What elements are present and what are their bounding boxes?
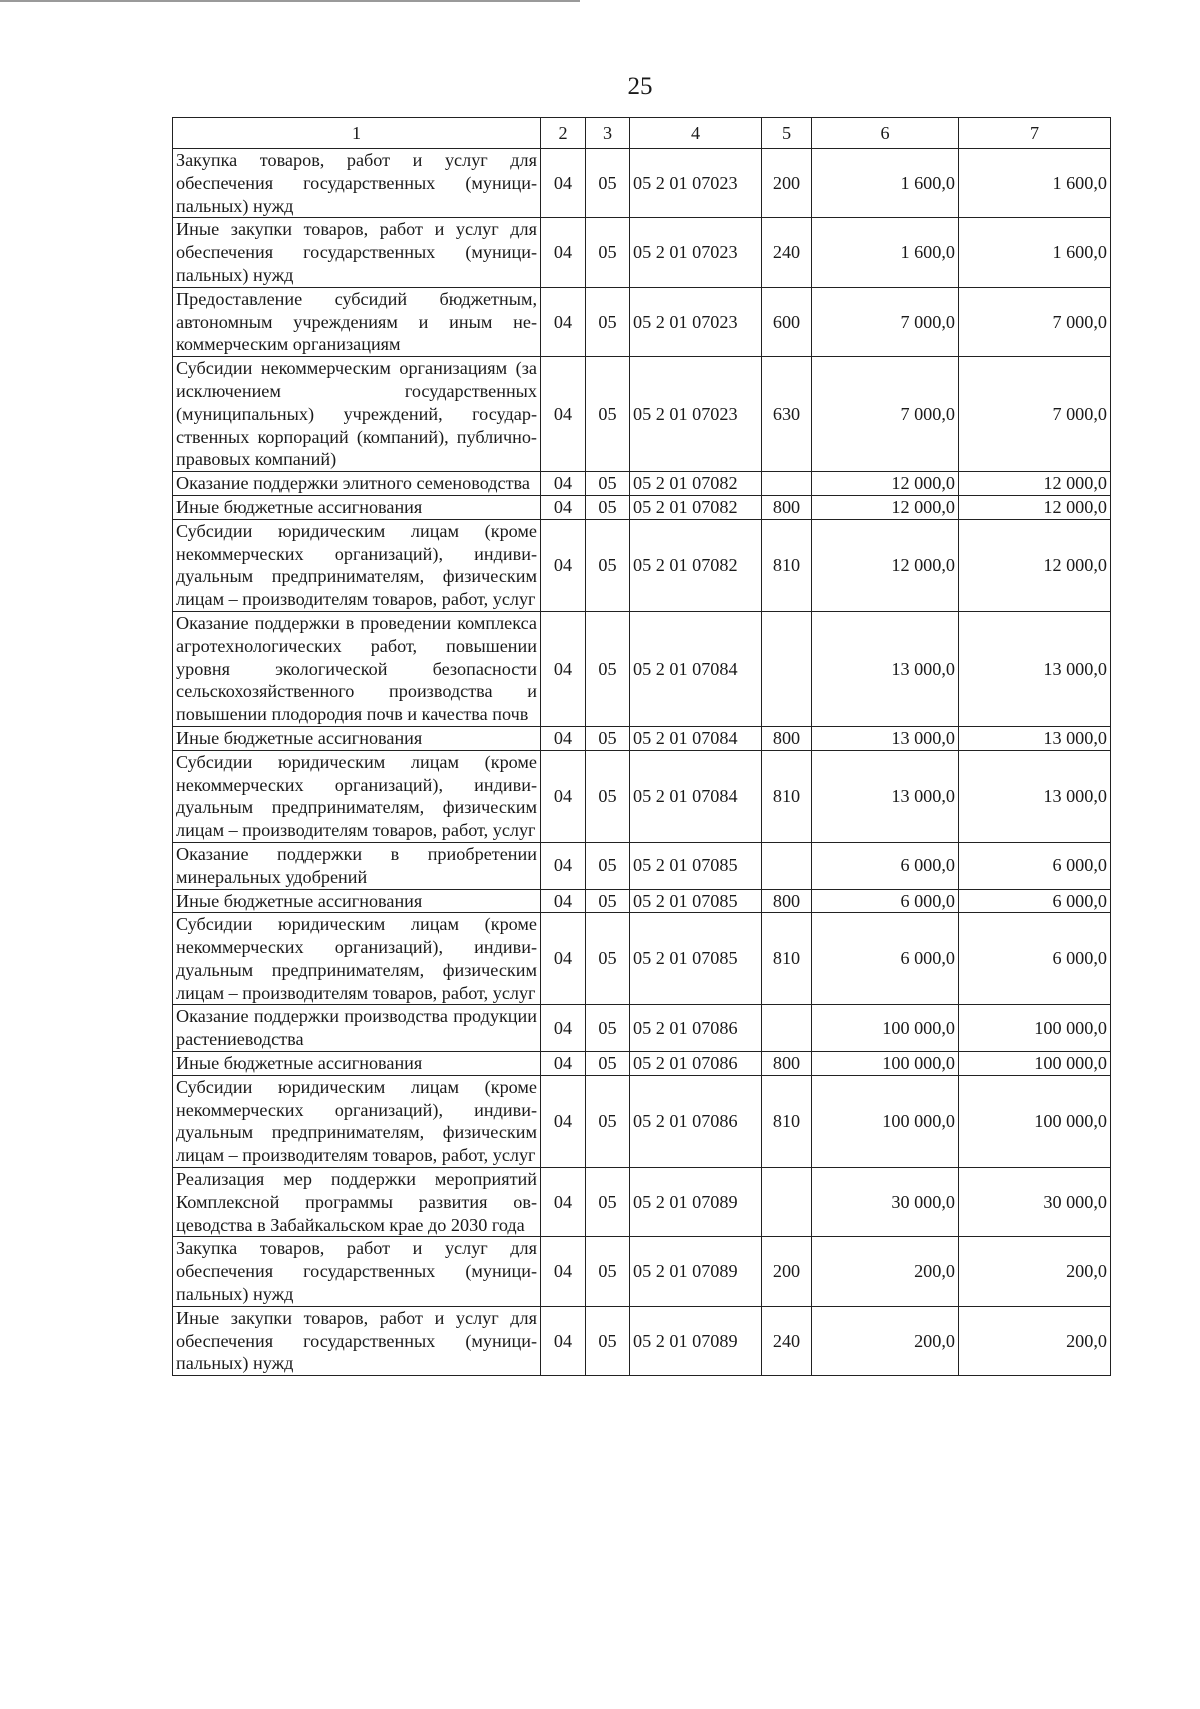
expense-type-cell: [762, 842, 812, 889]
header-row: [173, 118, 1111, 149]
row-name-cell: Оказание поддержки в проведении комплекса агротехнологических работ, повышении уровня экологической безопасности сельскохозяйственного производства и повышении плодородия почв и качества почв: [173, 611, 541, 726]
target-article-cell: 05 2 01 07023: [630, 218, 762, 287]
amount-cell: 1 600,0: [812, 218, 959, 287]
amount-cell: 100 000,0: [812, 1005, 959, 1052]
amount-cell: 30 000,0: [812, 1168, 959, 1237]
target-article-cell: 05 2 01 07082: [630, 472, 762, 496]
table-row: [173, 889, 1111, 913]
table-row: [173, 218, 1111, 287]
column-header: 1: [173, 118, 541, 149]
amount-cell: 13 000,0: [812, 750, 959, 842]
amount-cell: 100 000,0: [812, 1052, 959, 1076]
amount-cell: 7 000,0: [812, 287, 959, 356]
row-name-cell: Иные бюджетные ассигнования: [173, 495, 541, 519]
row-name-cell: Субсидии некоммерческим организациям (за исключением государственных (муниципальных) учреждений, государственных корпораций (компаний), публично-правовых компаний): [173, 357, 541, 472]
expense-type-cell: 800: [762, 1052, 812, 1076]
amount-cell: 200,0: [812, 1306, 959, 1375]
amount-cell: 100 000,0: [959, 1075, 1111, 1167]
amount-cell: 1 600,0: [959, 218, 1111, 287]
table-row: [173, 1237, 1111, 1306]
expense-type-cell: [762, 472, 812, 496]
column-header: 3: [586, 118, 630, 149]
table-row: [173, 287, 1111, 356]
target-article-cell: 05 2 01 07084: [630, 726, 762, 750]
row-name-cell: Иные закупки товаров, работ и услуг для обеспечения государственных (муниципальных) нужд: [173, 1306, 541, 1375]
amount-cell: 100 000,0: [959, 1052, 1111, 1076]
target-article-cell: 05 2 01 07082: [630, 495, 762, 519]
subsection-code-cell: 05: [586, 1168, 630, 1237]
subsection-code-cell: 05: [586, 913, 630, 1005]
expense-type-cell: 600: [762, 287, 812, 356]
column-header: 2: [541, 118, 586, 149]
column-header: 4: [630, 118, 762, 149]
amount-cell: 7 000,0: [959, 287, 1111, 356]
row-name-cell: Оказание поддержки производства продукции растениеводства: [173, 1005, 541, 1052]
expense-type-cell: 810: [762, 913, 812, 1005]
amount-cell: 7 000,0: [812, 357, 959, 472]
amount-cell: 6 000,0: [812, 913, 959, 1005]
amount-cell: 12 000,0: [812, 495, 959, 519]
amount-cell: 12 000,0: [959, 472, 1111, 496]
subsection-code-cell: 05: [586, 726, 630, 750]
amount-cell: 13 000,0: [959, 611, 1111, 726]
subsection-code-cell: 05: [586, 1237, 630, 1306]
row-name-cell: Субсидии юридическим лицам (кроме некоммерческих организаций), индивидуальным предпринимателям, физическим лицам – производителям товаров, работ, услуг: [173, 519, 541, 611]
subsection-code-cell: 05: [586, 611, 630, 726]
target-article-cell: 05 2 01 07084: [630, 750, 762, 842]
target-article-cell: 05 2 01 07086: [630, 1075, 762, 1167]
subsection-code-cell: 05: [586, 218, 630, 287]
section-code-cell: 04: [541, 357, 586, 472]
section-code-cell: 04: [541, 287, 586, 356]
expense-type-cell: 810: [762, 519, 812, 611]
section-code-cell: 04: [541, 495, 586, 519]
amount-cell: 1 600,0: [812, 149, 959, 218]
section-code-cell: 04: [541, 889, 586, 913]
amount-cell: 12 000,0: [812, 519, 959, 611]
amount-cell: 13 000,0: [959, 726, 1111, 750]
table-row: [173, 495, 1111, 519]
amount-cell: 6 000,0: [812, 842, 959, 889]
row-name-cell: Иные бюджетные ассигнования: [173, 889, 541, 913]
expense-type-cell: 200: [762, 1237, 812, 1306]
row-name-cell: Иные закупки товаров, работ и услуг для обеспечения государственных (муниципальных) нужд: [173, 218, 541, 287]
row-name-cell: Субсидии юридическим лицам (кроме некоммерческих организаций), индивидуальным предпринимателям, физическим лицам – производителям товаров, работ, услуг: [173, 913, 541, 1005]
row-name-cell: Реализация мер поддержки мероприятий Комплексной программы развития овцеводства в Забайкальском крае до 2030 года: [173, 1168, 541, 1237]
amount-cell: 200,0: [812, 1237, 959, 1306]
amount-cell: 13 000,0: [812, 611, 959, 726]
expense-type-cell: 810: [762, 750, 812, 842]
expense-type-cell: 630: [762, 357, 812, 472]
subsection-code-cell: 05: [586, 889, 630, 913]
section-code-cell: 04: [541, 1005, 586, 1052]
amount-cell: 200,0: [959, 1306, 1111, 1375]
amount-cell: 12 000,0: [812, 472, 959, 496]
row-name-cell: Иные бюджетные ассигнования: [173, 726, 541, 750]
section-code-cell: 04: [541, 1306, 586, 1375]
target-article-cell: 05 2 01 07082: [630, 519, 762, 611]
amount-cell: 100 000,0: [812, 1075, 959, 1167]
target-article-cell: 05 2 01 07086: [630, 1005, 762, 1052]
expense-type-cell: 240: [762, 218, 812, 287]
subsection-code-cell: 05: [586, 495, 630, 519]
row-name-cell: Закупка товаров, работ и услуг для обеспечения государственных (муниципальных) нужд: [173, 1237, 541, 1306]
amount-cell: 6 000,0: [959, 913, 1111, 1005]
target-article-cell: 05 2 01 07085: [630, 889, 762, 913]
subsection-code-cell: 05: [586, 1052, 630, 1076]
subsection-code-cell: 05: [586, 1075, 630, 1167]
row-name-cell: Иные бюджетные ассигнования: [173, 1052, 541, 1076]
table-row: [173, 842, 1111, 889]
amount-cell: 30 000,0: [959, 1168, 1111, 1237]
expense-type-cell: 240: [762, 1306, 812, 1375]
section-code-cell: 04: [541, 519, 586, 611]
target-article-cell: 05 2 01 07089: [630, 1306, 762, 1375]
table-header: [173, 118, 1111, 149]
section-code-cell: 04: [541, 750, 586, 842]
expense-type-cell: 800: [762, 726, 812, 750]
expense-type-cell: 800: [762, 889, 812, 913]
table-row: [173, 726, 1111, 750]
expense-type-cell: 200: [762, 149, 812, 218]
row-name-cell: Закупка товаров, работ и услуг для обеспечения государственных (муниципальных) нужд: [173, 149, 541, 218]
expense-type-cell: [762, 1168, 812, 1237]
subsection-code-cell: 05: [586, 149, 630, 218]
table-row: [173, 913, 1111, 1005]
subsection-code-cell: 05: [586, 472, 630, 496]
target-article-cell: 05 2 01 07085: [630, 842, 762, 889]
budget-table: [172, 117, 1111, 1376]
row-name-cell: Оказание поддержки элитного семеноводства: [173, 472, 541, 496]
section-code-cell: 04: [541, 1075, 586, 1167]
scan-edge-line: [0, 0, 580, 2]
subsection-code-cell: 05: [586, 519, 630, 611]
amount-cell: 7 000,0: [959, 357, 1111, 472]
section-code-cell: 04: [541, 611, 586, 726]
table-row: [173, 472, 1111, 496]
table-row: [173, 519, 1111, 611]
subsection-code-cell: 05: [586, 750, 630, 842]
section-code-cell: 04: [541, 1237, 586, 1306]
amount-cell: 6 000,0: [959, 889, 1111, 913]
amount-cell: 1 600,0: [959, 149, 1111, 218]
amount-cell: 100 000,0: [959, 1005, 1111, 1052]
subsection-code-cell: 05: [586, 842, 630, 889]
target-article-cell: 05 2 01 07089: [630, 1168, 762, 1237]
amount-cell: 200,0: [959, 1237, 1111, 1306]
table-row: [173, 1168, 1111, 1237]
target-article-cell: 05 2 01 07023: [630, 357, 762, 472]
expense-type-cell: [762, 611, 812, 726]
target-article-cell: 05 2 01 07023: [630, 149, 762, 218]
amount-cell: 6 000,0: [959, 842, 1111, 889]
table-row: [173, 1306, 1111, 1375]
amount-cell: 13 000,0: [959, 750, 1111, 842]
table-body: [173, 149, 1111, 1376]
row-name-cell: Оказание поддержки в приобретении минеральных удобрений: [173, 842, 541, 889]
table-row: [173, 1075, 1111, 1167]
column-header: 6: [812, 118, 959, 149]
amount-cell: 13 000,0: [812, 726, 959, 750]
table-row: [173, 149, 1111, 218]
table-row: [173, 611, 1111, 726]
expense-type-cell: [762, 1005, 812, 1052]
row-name-cell: Субсидии юридическим лицам (кроме некоммерческих организаций), индивидуальным предпринимателям, физическим лицам – производителям товаров, работ, услуг: [173, 750, 541, 842]
table-row: [173, 750, 1111, 842]
expense-type-cell: 810: [762, 1075, 812, 1167]
table-row: [173, 1005, 1111, 1052]
section-code-cell: 04: [541, 726, 586, 750]
section-code-cell: 04: [541, 1052, 586, 1076]
subsection-code-cell: 05: [586, 287, 630, 356]
subsection-code-cell: 05: [586, 1306, 630, 1375]
target-article-cell: 05 2 01 07084: [630, 611, 762, 726]
target-article-cell: 05 2 01 07085: [630, 913, 762, 1005]
section-code-cell: 04: [541, 1168, 586, 1237]
table-row: [173, 1052, 1111, 1076]
target-article-cell: 05 2 01 07023: [630, 287, 762, 356]
subsection-code-cell: 05: [586, 357, 630, 472]
section-code-cell: 04: [541, 913, 586, 1005]
row-name-cell: Субсидии юридическим лицам (кроме некоммерческих организаций), индивидуальным предпринимателям, физическим лицам – производителям товаров, работ, услуг: [173, 1075, 541, 1167]
subsection-code-cell: 05: [586, 1005, 630, 1052]
section-code-cell: 04: [541, 218, 586, 287]
target-article-cell: 05 2 01 07089: [630, 1237, 762, 1306]
section-code-cell: 04: [541, 842, 586, 889]
amount-cell: 12 000,0: [959, 495, 1111, 519]
amount-cell: 6 000,0: [812, 889, 959, 913]
page-number: 25: [627, 73, 653, 100]
expense-type-cell: 800: [762, 495, 812, 519]
section-code-cell: 04: [541, 472, 586, 496]
section-code-cell: 04: [541, 149, 586, 218]
row-name-cell: Предоставление субсидий бюджетным, автономным учреждениям и иным некоммерческим организациям: [173, 287, 541, 356]
column-header: 7: [959, 118, 1111, 149]
column-header: 5: [762, 118, 812, 149]
target-article-cell: 05 2 01 07086: [630, 1052, 762, 1076]
table-row: [173, 357, 1111, 472]
amount-cell: 12 000,0: [959, 519, 1111, 611]
